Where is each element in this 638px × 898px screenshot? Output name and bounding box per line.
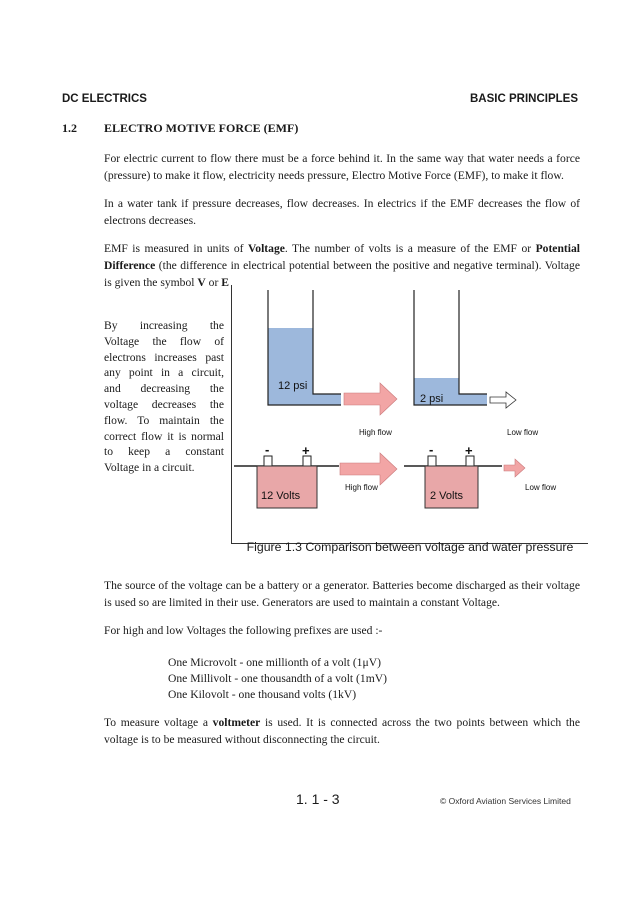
voltage-term: Voltage bbox=[247, 242, 285, 255]
pipe-water-low bbox=[459, 394, 487, 405]
figure-caption: Figure 1.3 Comparison between voltage and water pressure bbox=[246, 540, 574, 554]
battery-terminal-negative-high bbox=[264, 456, 272, 466]
copyright-notice: © Oxford Aviation Services Limited bbox=[440, 796, 571, 806]
high-pressure-tank bbox=[268, 290, 341, 405]
prefix-list bbox=[168, 655, 387, 703]
section-number: 1.2 bbox=[62, 121, 77, 135]
symbol-v: V bbox=[197, 276, 206, 289]
voltmeter-text-1: To measure voltage a bbox=[104, 716, 213, 729]
side-line: flow. To maintain the bbox=[104, 413, 224, 427]
battery-minus-low: - bbox=[429, 442, 434, 457]
tank-high-pressure-label: 12 psi bbox=[278, 380, 308, 392]
side-explanation bbox=[104, 318, 224, 476]
potential-difference-term: Potential Difference bbox=[104, 242, 580, 272]
low-voltage-battery bbox=[404, 442, 502, 508]
paragraph-emf-intro: For electric current to flow there must be a force behind it. In the same way that water needs a force (pressure) to make it flow, electricity needs pressure, Electro Motive Force (EMF), to make it flow. bbox=[104, 152, 580, 182]
battery-low-voltage-label: 2 Volts bbox=[430, 490, 464, 502]
header-left: DC ELECTRICS bbox=[62, 93, 147, 105]
header-right: BASIC PRINCIPLES bbox=[470, 93, 578, 105]
tank-low-pressure-label: 2 psi bbox=[420, 393, 444, 405]
section-title: ELECTRO MOTIVE FORCE (EMF) bbox=[104, 121, 299, 135]
paragraph-voltage-units bbox=[104, 240, 580, 291]
battery-high-voltage-label: 12 Volts bbox=[261, 490, 301, 502]
paragraph-water-analogy: In a water tank if pressure decreases, flow decreases. In electrics if the EMF decreases the flow of electrons decreases. bbox=[104, 197, 580, 227]
prefix-item-kilovolt: One Kilovolt - one thousand volts (1kV) bbox=[168, 688, 357, 701]
prefix-item-millivolt: One Millivolt - one thousandth of a volt (1mV) bbox=[168, 672, 387, 685]
high-flow-arrow bbox=[344, 383, 397, 415]
side-line: By increasing the bbox=[104, 319, 224, 332]
prefix-item-microvolt: One Microvolt - one millionth of a volt (1μV) bbox=[168, 656, 381, 669]
high-voltage-battery bbox=[234, 442, 339, 508]
battery-high-flow-label: High flow bbox=[345, 483, 378, 492]
battery-minus-high: - bbox=[265, 442, 270, 457]
side-line: electrons increases past bbox=[104, 350, 224, 364]
battery-low-flow-label: Low flow bbox=[525, 483, 557, 492]
symbol-e: E bbox=[221, 276, 229, 289]
voltage-units-text-3: (the difference in electrical potential between the positive and negative terminal). Voltage is given the symbol bbox=[104, 259, 580, 289]
side-line: to keep a constant bbox=[104, 445, 224, 459]
pipe-water-high bbox=[313, 394, 341, 405]
voltage-units-text-2: . The number of volts is a measure of the EMF or bbox=[284, 242, 536, 255]
low-flow-label: Low flow bbox=[507, 428, 539, 437]
voltage-units-text-4: or bbox=[205, 276, 222, 289]
side-line: Voltage in a circuit. bbox=[104, 461, 195, 475]
battery-plus-low: + bbox=[465, 443, 473, 458]
side-line: Voltage the flow of bbox=[104, 334, 224, 348]
battery-plus-high: + bbox=[302, 443, 310, 458]
high-flow-label: High flow bbox=[359, 428, 392, 437]
voltage-units-text-1: EMF is measured in units of bbox=[104, 242, 248, 255]
side-line: correct flow it is normal bbox=[104, 429, 224, 443]
voltmeter-text-2: is used. It is connected across the two points between which the voltage is to be measured without disconnecting the circuit. bbox=[104, 716, 580, 746]
low-flow-arrow bbox=[490, 392, 516, 408]
paragraph-voltage-source: The source of the voltage can be a battery or a generator. Batteries become discharged as their voltage is used so are limited in their use. Generators are used to maintain a constant Voltage. bbox=[104, 579, 580, 609]
side-line: any point in a circuit, bbox=[104, 366, 224, 380]
side-line: and decreasing the bbox=[104, 382, 224, 396]
battery-high-flow-arrow bbox=[340, 453, 397, 485]
paragraph-prefixes-intro: For high and low Voltages the following prefixes are used :- bbox=[104, 624, 383, 637]
battery-terminal-negative-low bbox=[428, 456, 436, 466]
tank-water-high bbox=[268, 328, 313, 405]
voltmeter-term: voltmeter bbox=[212, 716, 261, 729]
tank-outline-low-b bbox=[459, 290, 487, 394]
page-number: 1. 1 - 3 bbox=[296, 791, 340, 807]
side-line: voltage decreases the bbox=[104, 397, 224, 411]
figure-voltage-water-diagram bbox=[232, 285, 587, 535]
battery-low-flow-arrow bbox=[504, 459, 525, 477]
paragraph-voltmeter bbox=[104, 714, 580, 748]
tank-outline-high-b bbox=[313, 290, 341, 394]
low-pressure-tank bbox=[414, 290, 487, 405]
